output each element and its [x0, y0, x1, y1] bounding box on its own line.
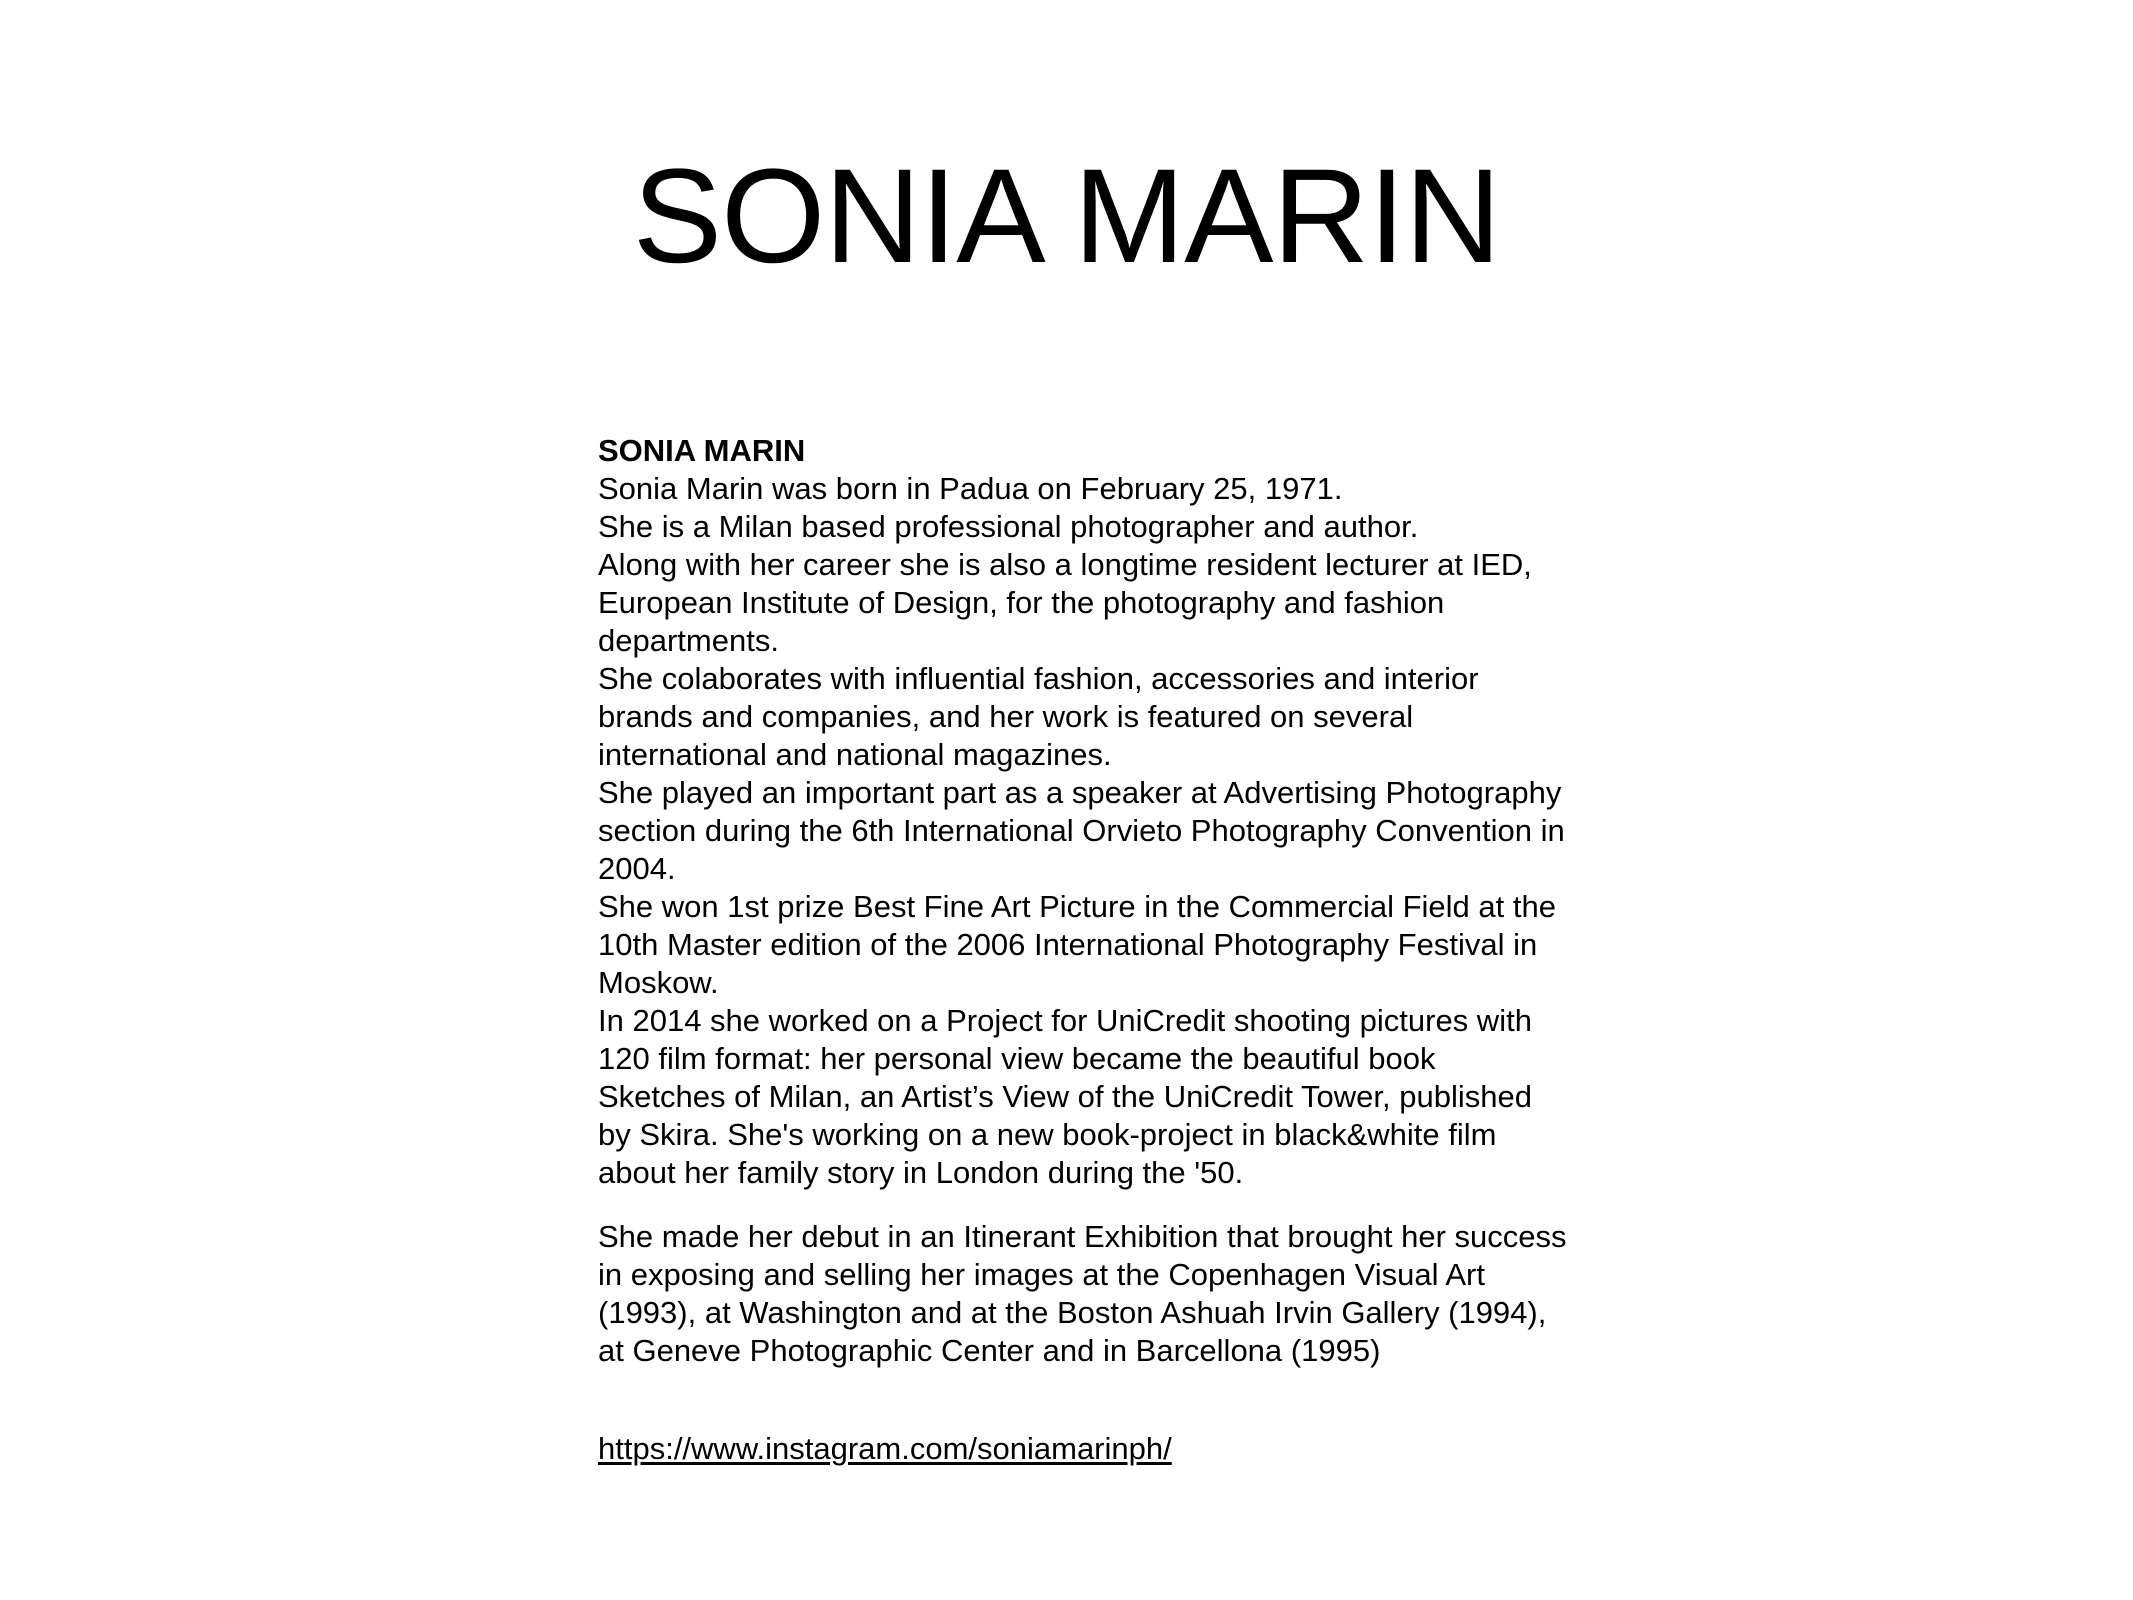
bio-line: She is a Milan based professional photographer and author.: [598, 509, 1419, 544]
bio-line: European Institute of Design, for the photography and fashion: [598, 585, 1445, 620]
bio-line: 120 film format: her personal view became the beautiful book: [598, 1041, 1436, 1076]
bio-line: She made her debut in an Itinerant Exhibition that brought her success: [598, 1219, 1567, 1254]
bio-line: about her family story in London during the '50.: [598, 1155, 1244, 1190]
bio-line: Sketches of Milan, an Artist’s View of the UniCredit Tower, published: [598, 1079, 1532, 1114]
bio-paragraph-1: [598, 470, 1578, 1192]
bio-line: She played an important part as a speaker at Advertising Photography: [598, 775, 1562, 810]
bio-line: (1993), at Washington and at the Boston Ashuah Irvin Gallery (1994),: [598, 1295, 1547, 1330]
bio-heading: SONIA MARIN: [598, 433, 806, 468]
bio-line: She won 1st prize Best Fine Art Picture in the Commercial Field at the: [598, 889, 1556, 924]
bio-line: departments.: [598, 623, 779, 658]
bio-line: at Geneve Photographic Center and in Barcellona (1995): [598, 1333, 1381, 1368]
bio-line: In 2014 she worked on a Project for UniCredit shooting pictures with: [598, 1003, 1532, 1038]
bio-line: brands and companies, and her work is featured on several: [598, 699, 1414, 734]
bio-line: section during the 6th International Orvieto Photography Convention in: [598, 813, 1565, 848]
bio-line: 2004.: [598, 851, 676, 886]
bio-paragraph-2: [598, 1218, 1578, 1370]
page-title: SONIA MARIN: [632, 142, 1501, 291]
bio-line: in exposing and selling her images at the Copenhagen Visual Art: [598, 1257, 1485, 1292]
bio-line: Sonia Marin was born in Padua on February 25, 1971.: [598, 471, 1343, 506]
bio-section: [598, 432, 1578, 1468]
bio-line: by Skira. She's working on a new book-project in black&white film: [598, 1117, 1497, 1152]
instagram-link[interactable]: https://www.instagram.com/soniamarinph/: [598, 1431, 1172, 1466]
bio-line: international and national magazines.: [598, 737, 1112, 772]
link-row: [598, 1430, 1578, 1468]
bio-line: 10th Master edition of the 2006 International Photography Festival in: [598, 927, 1538, 962]
bio-line: Moskow.: [598, 965, 719, 1000]
bio-line: She colaborates with influential fashion, accessories and interior: [598, 661, 1479, 696]
bio-line: Along with her career she is also a longtime resident lecturer at IED,: [598, 547, 1532, 582]
